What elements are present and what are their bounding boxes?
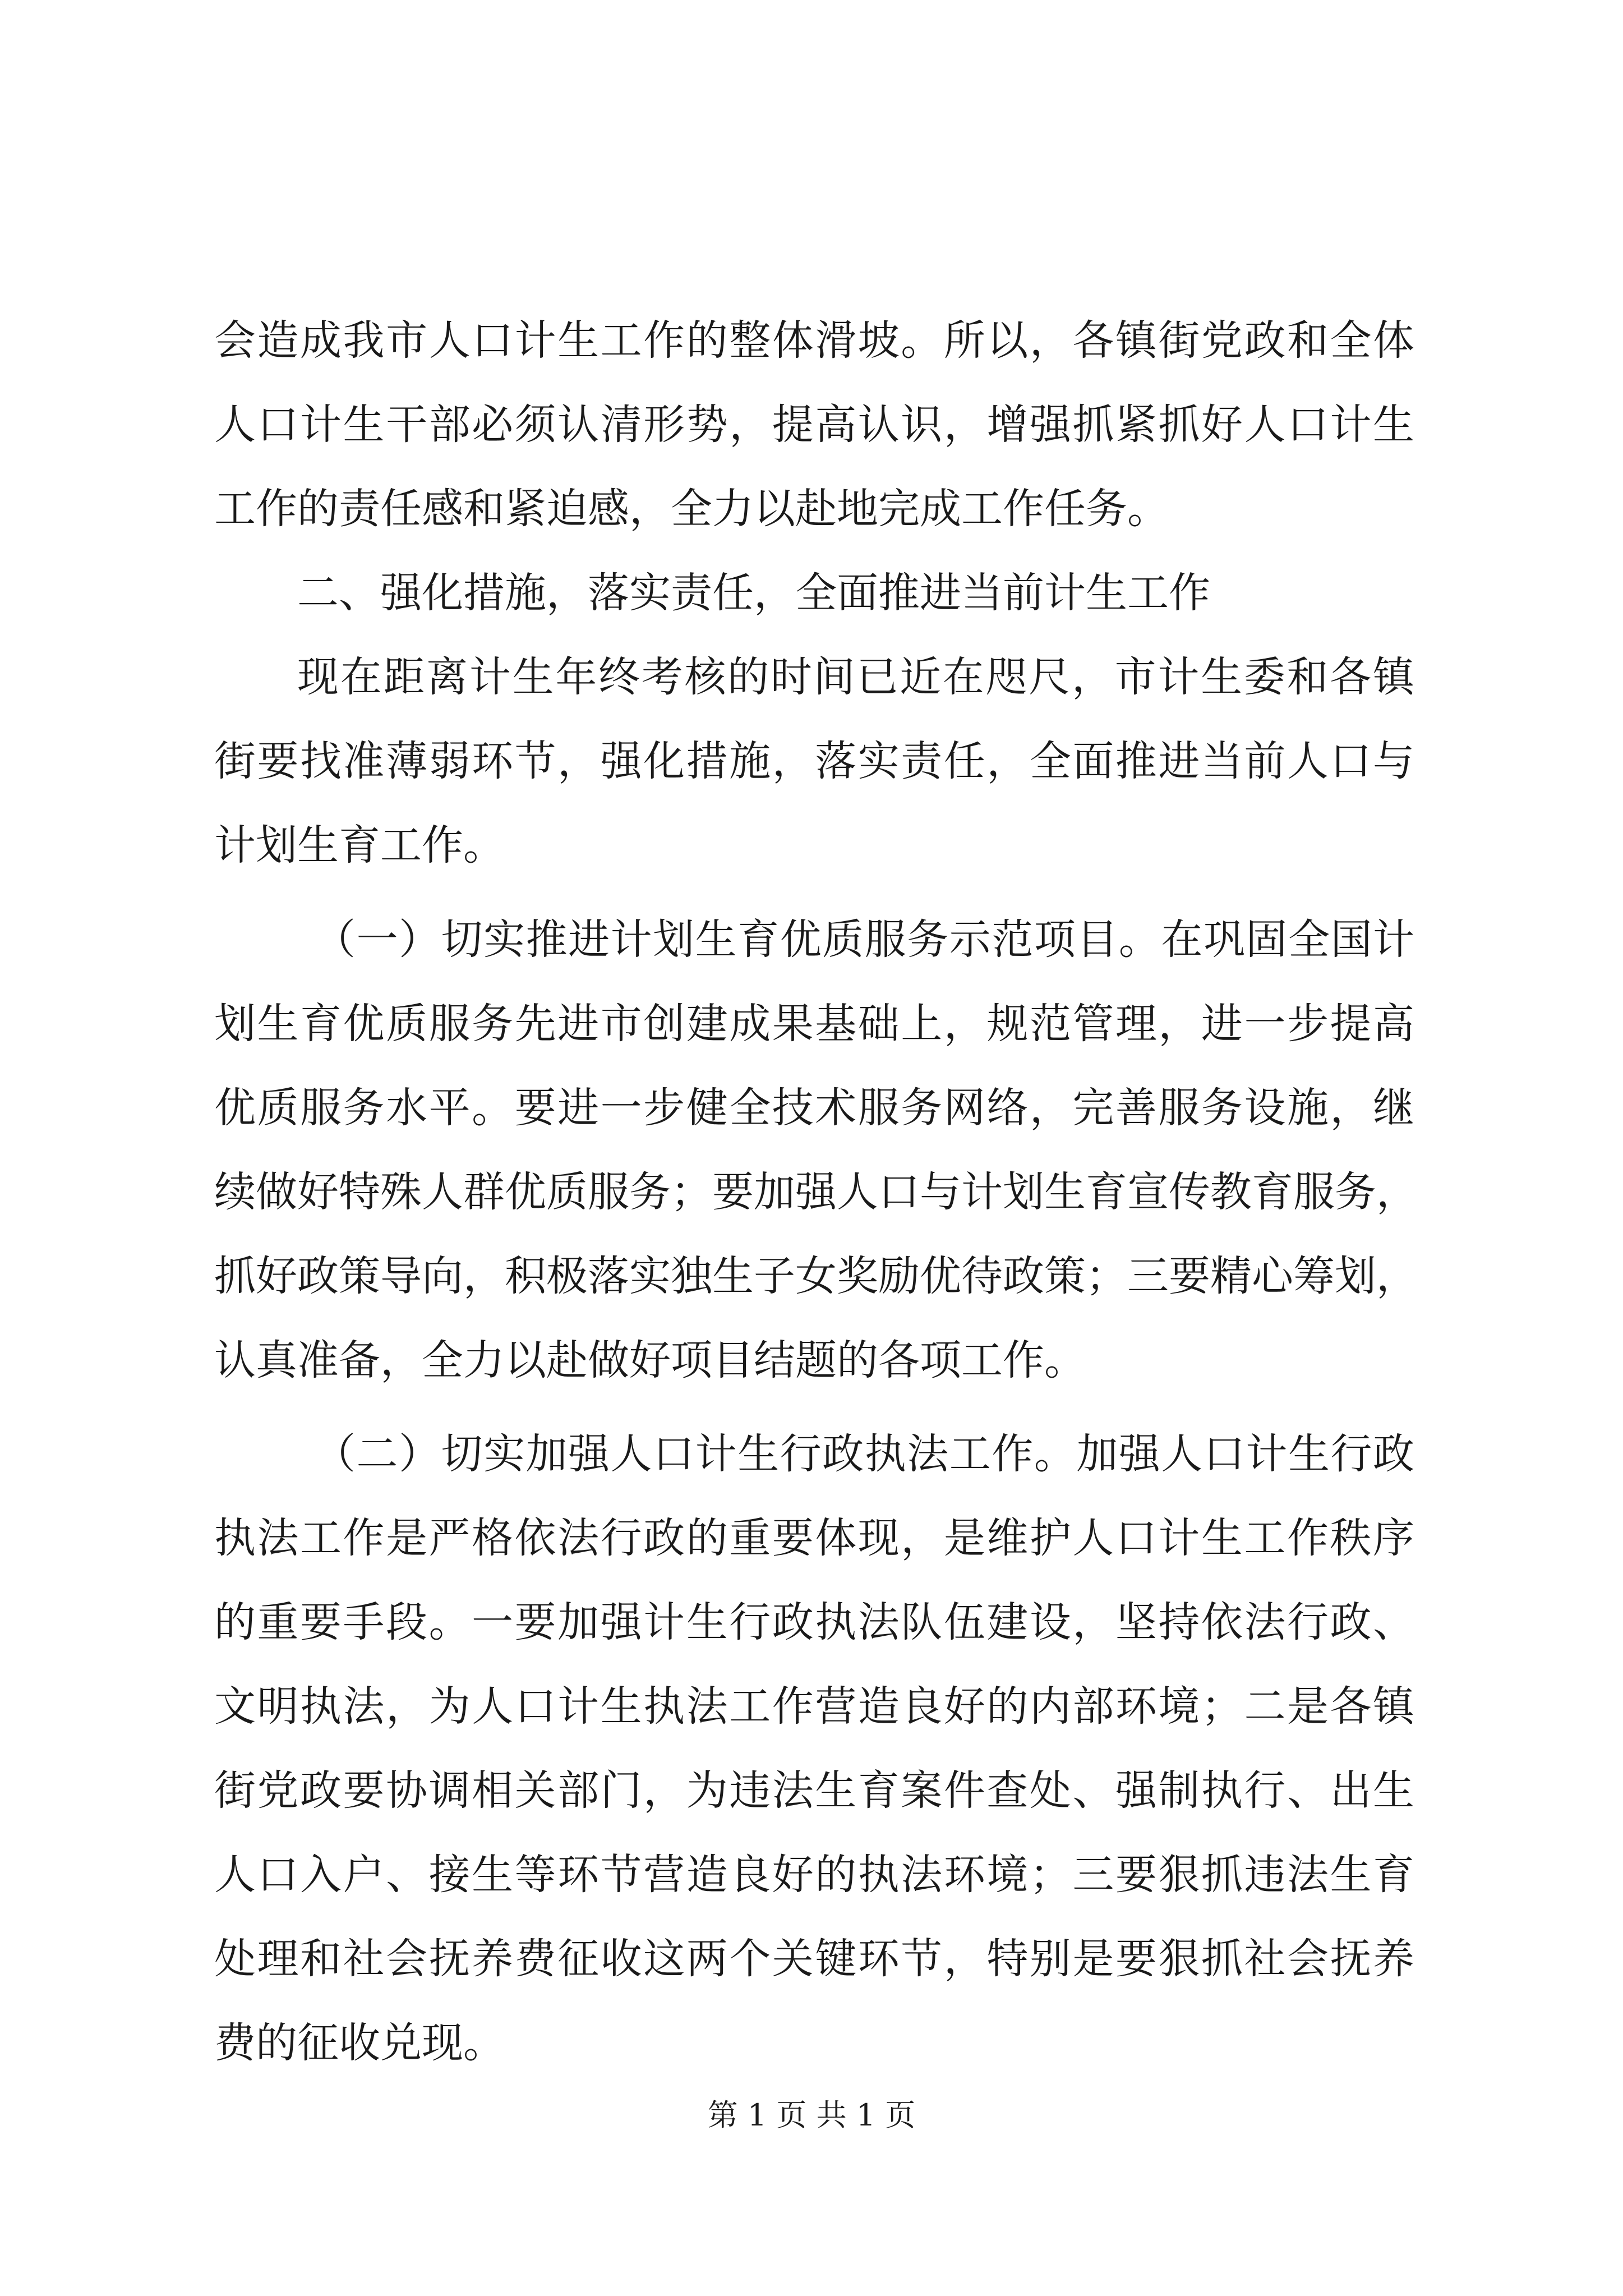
paragraph-line: 计划生育工作。 xyxy=(214,821,505,869)
paragraph-line: 文明执法，为人口计生执法工作营造良好的内部环境；二是各镇 xyxy=(214,1682,1414,1731)
subsection-line: （二）切实加强人口计生行政执法工作。加强人口计生行政 xyxy=(314,1430,1414,1478)
page-number-footer: 第 1 页 共 1 页 xyxy=(707,2097,916,2133)
paragraph-line: 的重要手段。一要加强计生行政执法队伍建设，坚持依法行政、 xyxy=(214,1598,1414,1646)
paragraph-line: 划生育优质服务先进市创建成果基础上，规范管理，进一步提高 xyxy=(214,1000,1414,1048)
paragraph-line: 人口计生干部必须认清形势，提高认识，增强抓紧抓好人口计生 xyxy=(214,401,1414,449)
paragraph-line: 抓好政策导向，积极落实独生子女奖励优待政策；三要精心筹划， xyxy=(214,1252,1418,1300)
paragraph-line: 续做好特殊人群优质服务；要加强人口与计划生育宣传教育服务， xyxy=(214,1168,1418,1216)
paragraph-line: 工作的责任感和紧迫感，全力以赴地完成工作任务。 xyxy=(214,485,1169,533)
paragraph-line: 费的征收兑现。 xyxy=(214,2019,505,2067)
paragraph-line: 会造成我市人口计生工作的整体滑坡。所以，各镇街党政和全体 xyxy=(214,316,1414,365)
subsection-line: （一）切实推进计划生育优质服务示范项目。在巩固全国计 xyxy=(314,915,1414,964)
section-heading: 二、强化措施，落实责任，全面推进当前计生工作 xyxy=(297,569,1210,617)
paragraph-line: 街要找准薄弱环节，强化措施，落实责任，全面推进当前人口与 xyxy=(214,737,1414,785)
paragraph-line: 街党政要协调相关部门，为违法生育案件查处、强制执行、出生 xyxy=(214,1766,1414,1815)
paragraph-line: 人口入户、接生等环节营造良好的执法环境；三要狠抓违法生育 xyxy=(214,1851,1414,1899)
paragraph-line: 现在距离计生年终考核的时间已近在咫尺，市计生委和各镇 xyxy=(297,653,1414,701)
paragraph-line: 执法工作是严格依法行政的重要体现，是维护人口计生工作秩序 xyxy=(214,1514,1414,1562)
paragraph-line: 认真准备，全力以赴做好项目结题的各项工作。 xyxy=(214,1336,1086,1384)
paragraph-line: 优质服务水平。要进一步健全技术服务网络，完善服务设施，继 xyxy=(214,1084,1414,1132)
paragraph-line: 处理和社会抚养费征收这两个关键环节，特别是要狠抓社会抚养 xyxy=(214,1935,1414,1983)
